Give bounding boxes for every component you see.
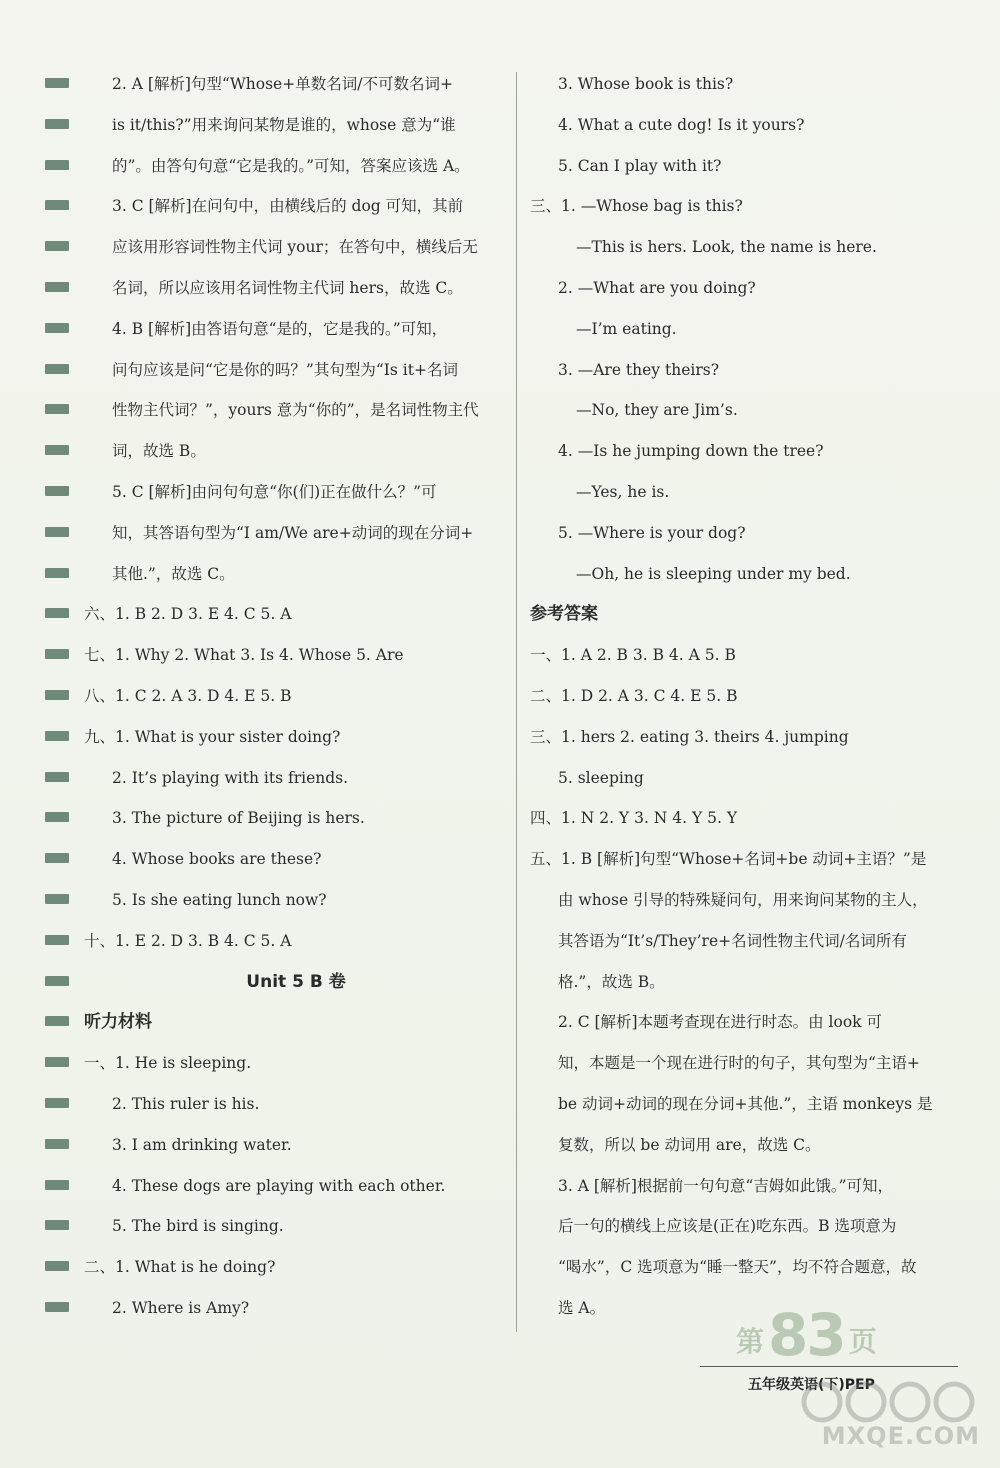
answer-line: 的”。由答句句意“它是我的。”可知，答案应该选 A。 — [112, 156, 470, 175]
binding-marks — [45, 72, 69, 1332]
page-suffix: 页 — [848, 1325, 877, 1358]
binding-mark — [45, 690, 69, 700]
answer-line: 2. A [解析]句型“Whose+单数名词/不可数名词+ — [112, 75, 453, 93]
answer-line: 2. It’s playing with its friends. — [112, 768, 349, 787]
page-prefix: 第 — [736, 1325, 765, 1358]
binding-mark — [45, 323, 69, 333]
answer-line: 4. These dogs are playing with each other. — [112, 1176, 446, 1195]
binding-mark — [45, 894, 69, 904]
right-column — [530, 64, 960, 1329]
watermark-logo-icon — [800, 1380, 980, 1424]
answer-line: 一、1. He is sleeping. — [84, 1054, 252, 1073]
answer-line: 4. Whose books are these? — [112, 850, 322, 869]
answer-line: 三、1. —Whose bag is this? — [530, 197, 743, 216]
section-heading: 听力材料 — [84, 1012, 152, 1033]
answer-line: 2. —What are you doing? — [558, 278, 756, 297]
answer-line: 四、1. N 2. Y 3. N 4. Y 5. Y — [530, 809, 738, 828]
binding-mark — [45, 1220, 69, 1230]
answer-line: 5. Can I play with it? — [558, 156, 722, 175]
binding-mark — [45, 282, 69, 292]
binding-mark — [45, 364, 69, 374]
binding-mark — [45, 853, 69, 863]
binding-mark — [45, 935, 69, 945]
answer-line: 5. —Where is your dog? — [558, 523, 746, 542]
binding-mark — [45, 1057, 69, 1067]
answer-line: 问句应该是问“它是你的吗？”其句型为“Is it+名词 — [112, 360, 458, 379]
answer-line: 词，故选 B。 — [112, 442, 206, 461]
answer-line: 三、1. hers 2. eating 3. theirs 4. jumping — [530, 727, 849, 746]
answer-line: 五、1. B [解析]句型“Whose+名词+be 动词+主语？”是 — [530, 850, 927, 869]
answer-line: 名词，所以应该用名词性物主代词 hers，故选 C。 — [112, 278, 463, 297]
column-divider — [516, 72, 517, 1332]
binding-mark — [45, 568, 69, 578]
binding-mark — [45, 1261, 69, 1271]
answer-line: 3. A [解析]根据前一句句意“吉姆如此饿。”可知， — [558, 1176, 894, 1195]
left-column — [84, 64, 508, 1329]
binding-mark — [45, 445, 69, 455]
answer-line: 5. sleeping — [558, 768, 644, 787]
answer-line: 知，其答语句型为“I am/We are+动词的现在分词+ — [112, 523, 474, 542]
answer-line: 3. I am drinking water. — [112, 1135, 292, 1154]
binding-mark — [45, 1180, 69, 1190]
answer-line: 后一句的横线上应该是(正在)吃东西。B 选项意为 — [558, 1217, 897, 1236]
answer-line: —I’m eating. — [576, 319, 677, 338]
answer-line: 5. The bird is singing. — [112, 1217, 284, 1236]
section-heading: 参考答案 — [530, 604, 598, 625]
answer-line: 3. —Are they theirs? — [558, 360, 720, 379]
binding-mark — [45, 404, 69, 414]
binding-mark — [45, 1302, 69, 1312]
answer-line: —No, they are Jim’s. — [576, 401, 738, 420]
grade-label: 五年级英语(下)PEP — [748, 1377, 875, 1393]
answer-line: 知，本题是一个现在进行时的句子，其句型为“主语+ — [558, 1054, 920, 1073]
binding-mark — [45, 976, 69, 986]
answer-line: 4. What a cute dog! Is it yours? — [558, 115, 805, 134]
answer-line: 二、1. D 2. A 3. C 4. E 5. B — [530, 686, 738, 705]
binding-mark — [45, 1098, 69, 1108]
answer-line: 一、1. A 2. B 3. B 4. A 5. B — [530, 646, 736, 665]
answer-line: —This is hers. Look, the name is here. — [576, 238, 877, 257]
binding-mark — [45, 608, 69, 618]
binding-mark — [45, 772, 69, 782]
binding-mark — [45, 1139, 69, 1149]
answer-line: 七、1. Why 2. What 3. Is 4. Whose 5. Are — [84, 646, 404, 665]
watermark — [800, 1380, 980, 1460]
page-number — [736, 1301, 877, 1369]
binding-mark — [45, 78, 69, 88]
answer-line: 5. Is she eating lunch now? — [112, 890, 327, 909]
answer-line: is it/this?”用来询问某物是谁的，whose 意为“谁 — [112, 115, 456, 134]
answer-line: 2. C [解析]本题考查现在进行时态。由 look 可 — [558, 1013, 882, 1032]
answer-line: “喝水”，C 选项意为“睡一整天”，均不符合题意，故 — [558, 1258, 917, 1277]
binding-mark — [45, 200, 69, 210]
answer-line: 其答语为“It’s/They’re+名词性物主代词/名词所有 — [558, 931, 907, 950]
answer-line: be 动词+动词的现在分词+其他.”，主语 monkeys 是 — [558, 1094, 933, 1113]
watermark-text: MXQE.COM — [821, 1422, 980, 1450]
answer-line: 4. —Is he jumping down the tree? — [558, 442, 824, 461]
answer-line: 4. B [解析]由答语句意“是的，它是我的。”可知， — [112, 319, 448, 338]
page-number-value: 83 — [768, 1301, 845, 1369]
answer-line: 格.”，故选 B。 — [558, 972, 665, 991]
binding-mark — [45, 119, 69, 129]
answer-line: 应该用形容词性物主代词 your；在答句中，横线后无 — [112, 238, 478, 257]
answer-line: 其他.”，故选 C。 — [112, 564, 235, 583]
answer-line: 二、1. What is he doing? — [84, 1258, 276, 1277]
binding-mark — [45, 160, 69, 170]
answer-line: 六、1. B 2. D 3. E 4. C 5. A — [84, 605, 292, 624]
answer-line: 复数，所以 be 动词用 are，故选 C。 — [558, 1135, 821, 1154]
answer-line: —Oh, he is sleeping under my bed. — [576, 564, 851, 583]
binding-mark — [45, 486, 69, 496]
binding-mark — [45, 1016, 69, 1026]
answer-line: 3. The picture of Beijing is hers. — [112, 809, 365, 828]
answer-line: 2. This ruler is his. — [112, 1094, 260, 1113]
binding-mark — [45, 812, 69, 822]
binding-mark — [45, 731, 69, 741]
answer-line: 八、1. C 2. A 3. D 4. E 5. B — [84, 686, 292, 705]
answer-line: 由 whose 引导的特殊疑问句，用来询问某物的主人， — [558, 890, 928, 909]
answer-line: 3. C [解析]在问句中，由横线后的 dog 可知，其前 — [112, 197, 464, 216]
answer-line: 2. Where is Amy? — [112, 1298, 250, 1317]
binding-mark — [45, 649, 69, 659]
answer-line: —Yes, he is. — [576, 482, 670, 501]
footer-rule — [700, 1366, 958, 1367]
answer-line: 性物主代词？”，yours 意为“你的”，是名词性物主代 — [112, 401, 479, 420]
answer-line: 选 A。 — [558, 1298, 606, 1317]
answer-line: 5. C [解析]由问句句意“你(们)正在做什么？”可 — [112, 482, 437, 501]
binding-mark — [45, 527, 69, 537]
binding-mark — [45, 241, 69, 251]
unit-title: Unit 5 B 卷 — [246, 971, 346, 992]
answer-line: 十、1. E 2. D 3. B 4. C 5. A — [84, 931, 292, 950]
answer-line: 九、1. What is your sister doing? — [84, 727, 341, 746]
answer-line: 3. Whose book is this? — [558, 75, 734, 93]
